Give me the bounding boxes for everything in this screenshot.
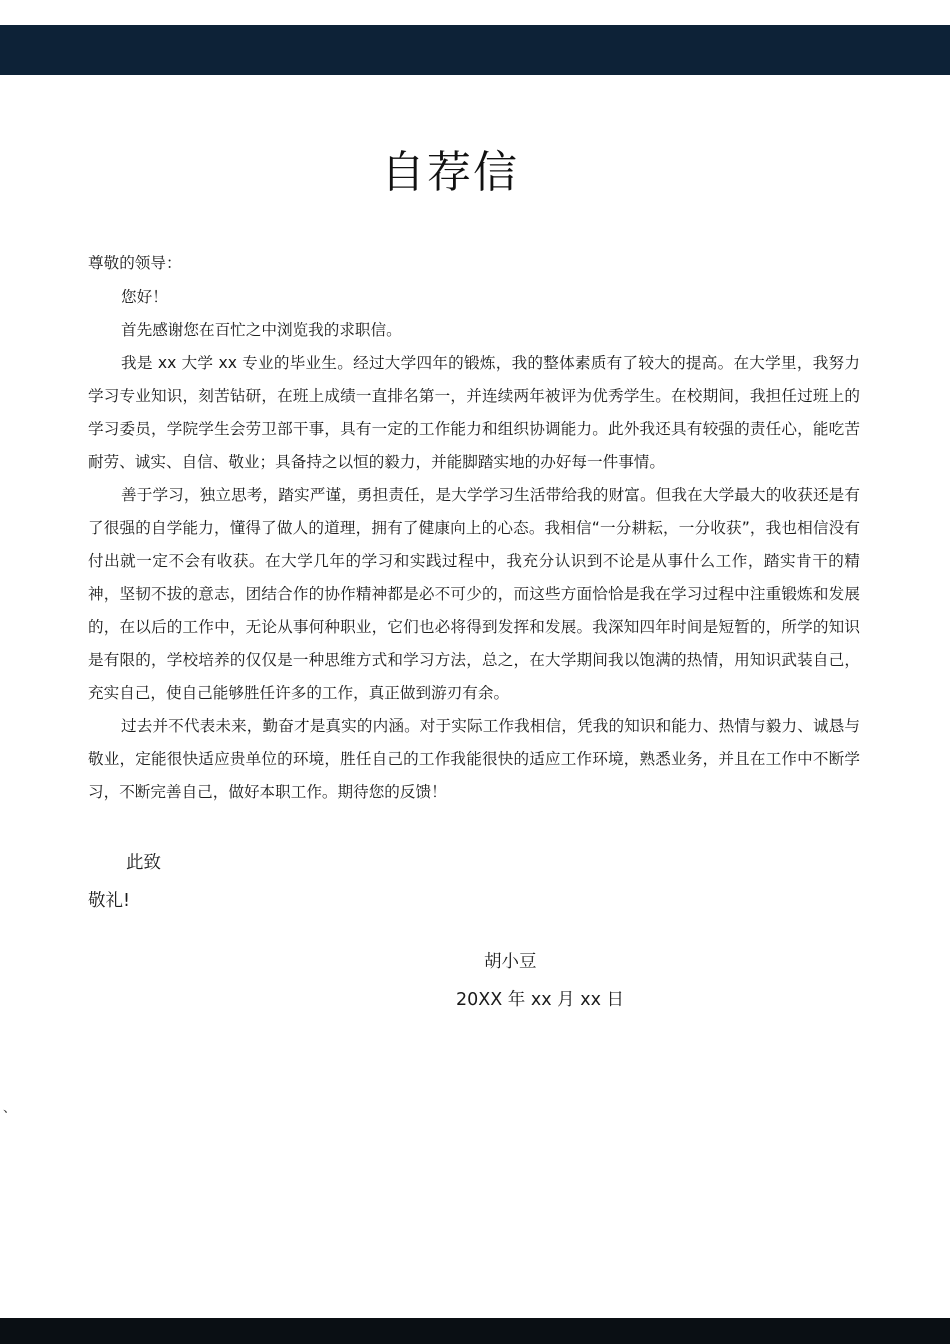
page-title: 自荐信 — [381, 147, 519, 198]
closing-jingli: 敬礼! — [88, 891, 131, 911]
signature-name: 胡小豆 — [484, 952, 537, 972]
closing-cizhi: 此致 — [126, 853, 161, 873]
stray-punctuation-mark: 、 — [3, 1101, 17, 1116]
header-band — [0, 25, 950, 75]
paragraph-background: 我是 xx 大学 xx 专业的毕业生。经过大学四年的锻炼，我的整体素质有了较大的提高。在大学里，我努力学习专业知识，刻苦钻研，在班上成绩一直排名第一，并连续两年被评为优秀学生。在校期间，我担任过班上的学习委员，学院学生会劳卫部干事，具有一定的工作能力和组织协调能力。此外我还具有较强的责任心，能吃苦耐劳、诚实、自信、敬业；具备持之以恒的毅力，并能脚踏实地的办好每一件事情。 — [88, 354, 860, 471]
signature-date: 20XX 年 xx 月 xx 日 — [456, 990, 624, 1010]
paragraph-outlook: 过去并不代表未来，勤奋才是真实的内涵。对于实际工作我相信，凭我的知识和能力、热情与毅力、诚恳与敬业，定能很快适应贵单位的环境，胜任自己的工作我能很快的适应工作环境，熟悉业务，并且在工作中不断学习，不断完善自己，做好本职工作。期待您的反馈！ — [88, 717, 860, 801]
greeting: 您好！ — [121, 288, 168, 306]
salutation: 尊敬的领导： — [88, 254, 182, 272]
thanks-line: 首先感谢您在百忙之中浏览我的求职信。 — [121, 321, 402, 339]
footer-band — [0, 1318, 950, 1344]
paragraph-strengths: 善于学习，独立思考，踏实严谨，勇担责任，是大学学习生活带给我的财富。但我在大学最大的收获还是有了很强的自学能力，懂得了做人的道理，拥有了健康向上的心态。我相信“一分耕耘，一分收获”，我也相信没有付出就一定不会有收获。在大学几年的学习和实践过程中，我充分认识到不论是从事什么工作，踏实肯干的精神，坚韧不拔的意志，团结合作的协作精神都是必不可少的，而这些方面恰恰是我在学习过程中注重锻炼和发展的，在以后的工作中，无论从事何种职业，它们也必将得到发挥和发展。我深知四年时间是短暂的，所学的知识是有限的，学校培养的仅仅是一种思维方式和学习方法，总之，在大学期间我以饱满的热情，用知识武装自己，充实自己，使自己能够胜任许多的工作，真正做到游刃有余。 — [88, 486, 860, 702]
